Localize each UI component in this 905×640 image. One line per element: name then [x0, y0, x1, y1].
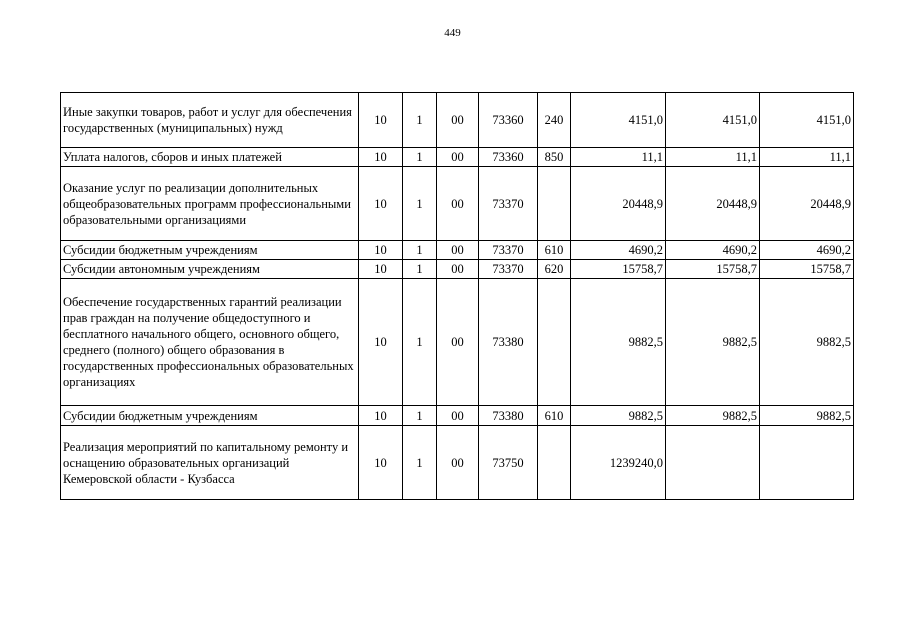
subsection-code: 1: [403, 167, 437, 241]
row-name: Субсидии бюджетным учреждениям: [61, 241, 359, 260]
expense-type-code: [538, 279, 571, 406]
row-name: Субсидии бюджетным учреждениям: [61, 406, 359, 426]
amount-year-2: 15758,7: [666, 260, 760, 279]
program-code: 00: [437, 167, 479, 241]
program-code: 00: [437, 426, 479, 500]
program-code: 00: [437, 148, 479, 167]
target-article-code: 73370: [479, 260, 538, 279]
expense-type-code: 620: [538, 260, 571, 279]
section-code: 10: [359, 93, 403, 148]
target-article-code: 73360: [479, 148, 538, 167]
target-article-code: 73380: [479, 279, 538, 406]
amount-year-3: 9882,5: [760, 406, 854, 426]
target-article-code: 73370: [479, 241, 538, 260]
amount-year-1: 20448,9: [571, 167, 666, 241]
section-code: 10: [359, 167, 403, 241]
table-row: [61, 279, 854, 406]
amount-year-3: 4151,0: [760, 93, 854, 148]
amount-year-2: 9882,5: [666, 406, 760, 426]
program-code: 00: [437, 279, 479, 406]
amount-year-2: [666, 426, 760, 500]
amount-year-2: 9882,5: [666, 279, 760, 406]
section-code: 10: [359, 426, 403, 500]
expense-type-code: [538, 426, 571, 500]
table-row: [61, 426, 854, 500]
section-code: 10: [359, 260, 403, 279]
subsection-code: 1: [403, 93, 437, 148]
subsection-code: 1: [403, 406, 437, 426]
amount-year-1: 1239240,0: [571, 426, 666, 500]
amount-year-3: 11,1: [760, 148, 854, 167]
amount-year-1: 11,1: [571, 148, 666, 167]
table-row: [61, 260, 854, 279]
table-row: [61, 406, 854, 426]
amount-year-2: 20448,9: [666, 167, 760, 241]
amount-year-1: 9882,5: [571, 406, 666, 426]
program-code: 00: [437, 241, 479, 260]
table-row: [61, 93, 854, 148]
section-code: 10: [359, 406, 403, 426]
table-row: [61, 241, 854, 260]
target-article-code: 73750: [479, 426, 538, 500]
amount-year-3: 4690,2: [760, 241, 854, 260]
section-code: 10: [359, 279, 403, 406]
amount-year-3: 15758,7: [760, 260, 854, 279]
expense-type-code: 850: [538, 148, 571, 167]
table-row: [61, 148, 854, 167]
table-row: [61, 167, 854, 241]
amount-year-2: 4690,2: [666, 241, 760, 260]
subsection-code: 1: [403, 260, 437, 279]
budget-table: [60, 92, 854, 500]
amount-year-1: 4151,0: [571, 93, 666, 148]
subsection-code: 1: [403, 426, 437, 500]
row-name: Иные закупки товаров, работ и услуг для обеспечения государственных (муниципальных) нужд: [61, 93, 359, 148]
amount-year-1: 15758,7: [571, 260, 666, 279]
program-code: 00: [437, 260, 479, 279]
row-name: Субсидии автономным учреждениям: [61, 260, 359, 279]
section-code: 10: [359, 241, 403, 260]
amount-year-3: 20448,9: [760, 167, 854, 241]
amount-year-3: [760, 426, 854, 500]
amount-year-1: 4690,2: [571, 241, 666, 260]
row-name: Уплата налогов, сборов и иных платежей: [61, 148, 359, 167]
row-name: Оказание услуг по реализации дополнительных общеобразовательных программ профессиональными образовательными организациями: [61, 167, 359, 241]
row-name: Обеспечение государственных гарантий реализации прав граждан на получение общедоступного и бесплатного начального общего, основного общего, среднего (полного) общего образования в государственных профессиональных образовательных организациях: [61, 279, 359, 406]
expense-type-code: 610: [538, 406, 571, 426]
amount-year-3: 9882,5: [760, 279, 854, 406]
amount-year-1: 9882,5: [571, 279, 666, 406]
section-code: 10: [359, 148, 403, 167]
target-article-code: 73360: [479, 93, 538, 148]
subsection-code: 1: [403, 279, 437, 406]
program-code: 00: [437, 406, 479, 426]
amount-year-2: 11,1: [666, 148, 760, 167]
program-code: 00: [437, 93, 479, 148]
expense-type-code: 610: [538, 241, 571, 260]
expense-type-code: [538, 167, 571, 241]
target-article-code: 73370: [479, 167, 538, 241]
subsection-code: 1: [403, 148, 437, 167]
target-article-code: 73380: [479, 406, 538, 426]
expense-type-code: 240: [538, 93, 571, 148]
amount-year-2: 4151,0: [666, 93, 760, 148]
page-number: 449: [444, 27, 461, 39]
row-name: Реализация мероприятий по капитальному ремонту и оснащению образовательных организаций Кемеровской области - Кузбасса: [61, 426, 359, 500]
subsection-code: 1: [403, 241, 437, 260]
